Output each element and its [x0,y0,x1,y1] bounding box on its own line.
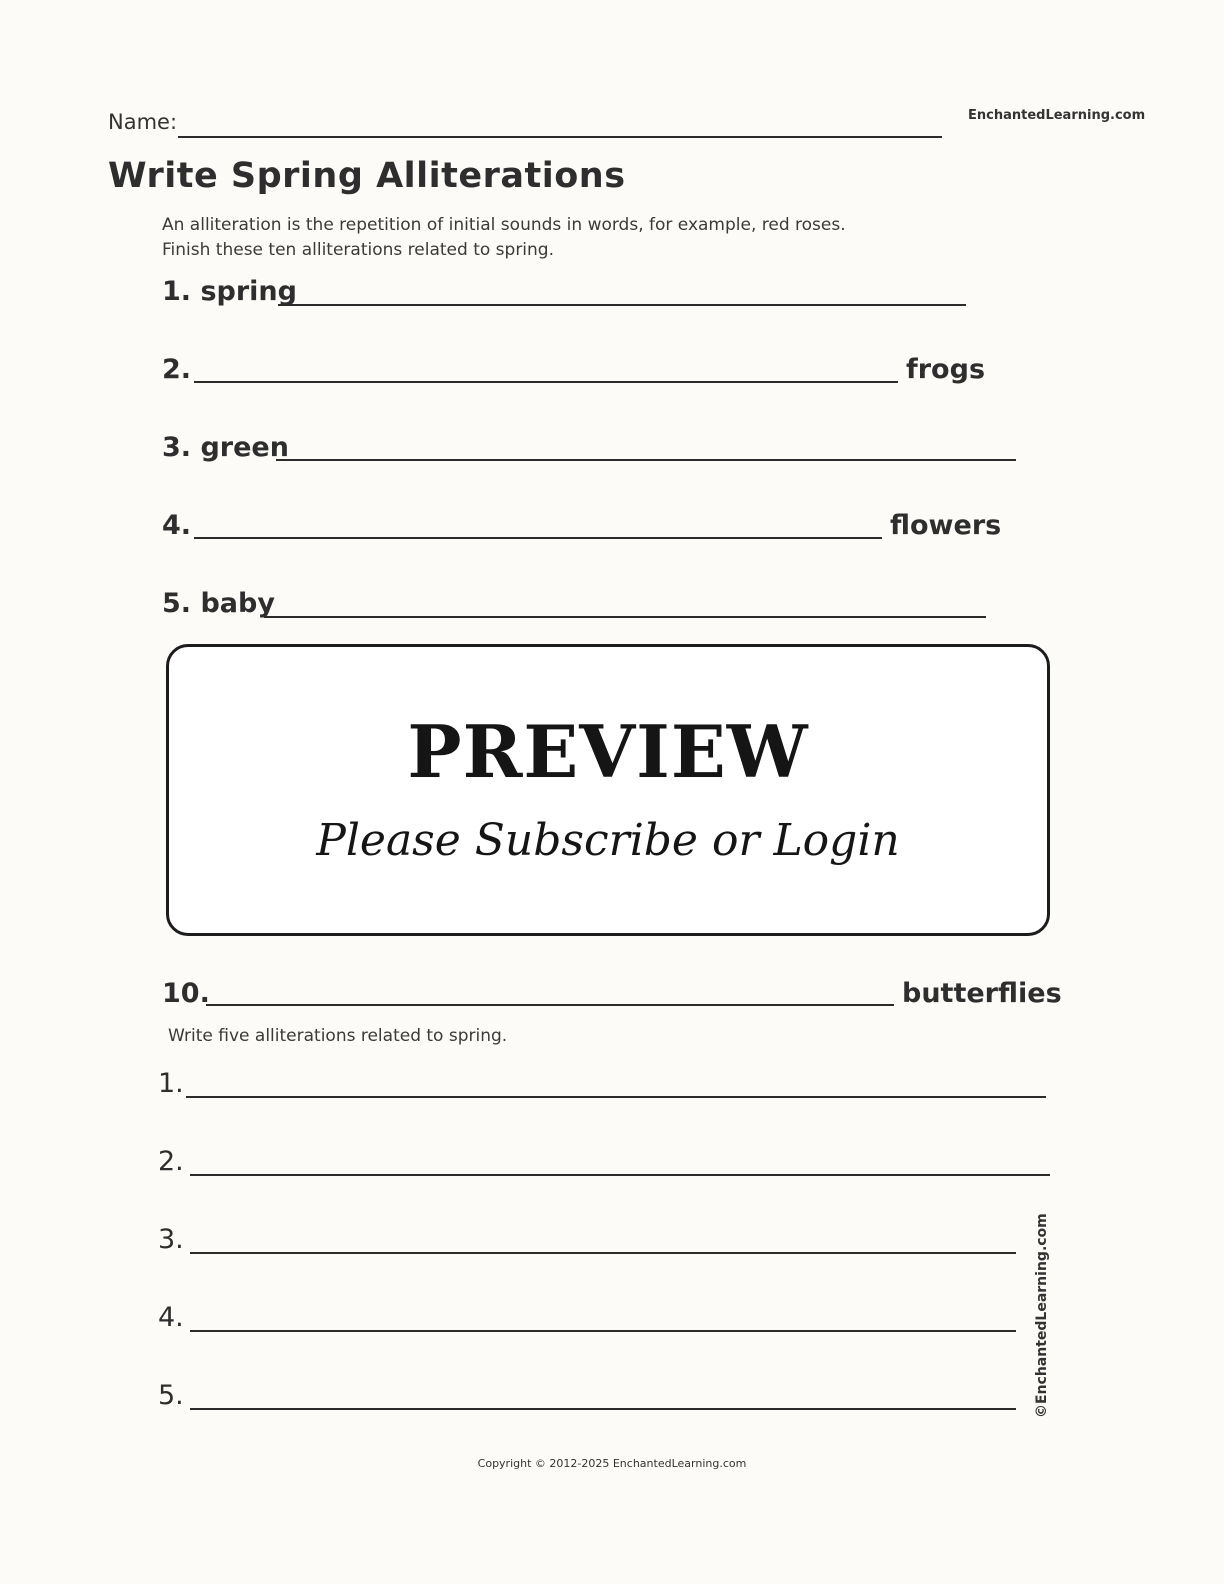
part2-item-5-number: 5. [158,1380,184,1411]
page-title: Write Spring Alliterations [108,156,626,196]
item-10-answer-line[interactable] [206,1004,894,1006]
item-5-label [162,588,275,619]
item-word: green [200,432,289,463]
item-number: 5. [162,588,192,619]
item-10-word: butterflies [902,978,1062,1009]
item-10-number: 10. [162,978,210,1009]
preview-subtitle[interactable]: Please Subscribe or Login [316,815,900,866]
part2-instruction: Write five alliterations related to spring. [168,1026,508,1046]
name-field-line[interactable] [178,136,942,138]
item-2-word: frogs [906,354,986,385]
item-3-label [162,432,289,463]
part2-item-1-answer-line[interactable] [186,1096,1046,1098]
item-2-answer-line[interactable] [194,381,898,383]
item-5-answer-line[interactable] [264,616,986,618]
item-1-label [162,276,297,307]
item-2-number: 2. [162,354,192,385]
site-name: EnchantedLearning.com [968,108,1146,123]
item-number: 1. [162,276,192,307]
part2-item-3-number: 3. [158,1224,184,1255]
item-4-number: 4. [162,510,192,541]
intro-line-2: Finish these ten alliterations related to spring. [162,240,554,260]
item-4-answer-line[interactable] [194,537,882,539]
part2-item-4-answer-line[interactable] [190,1330,1016,1332]
item-4-word: flowers [890,510,1002,541]
item-number: 3. [162,432,192,463]
item-word: spring [200,276,297,307]
intro-line-1: An alliteration is the repetition of initial sounds in words, for example, red roses. [162,215,846,235]
preview-overlay[interactable] [166,644,1050,936]
part2-item-5-answer-line[interactable] [190,1408,1016,1410]
part2-item-2-number: 2. [158,1146,184,1177]
part2-item-4-number: 4. [158,1302,184,1333]
vertical-credit: ©EnchantedLearning.com [1034,1213,1050,1418]
preview-title: PREVIEW [407,709,809,794]
item-word: baby [200,588,275,619]
copyright-footer: Copyright © 2012-2025 EnchantedLearning.com [477,1457,747,1470]
part2-item-2-answer-line[interactable] [190,1174,1050,1176]
item-1-answer-line[interactable] [278,304,966,306]
item-3-answer-line[interactable] [276,459,1016,461]
part2-item-1-number: 1. [158,1068,184,1099]
name-label: Name: [108,110,178,134]
part2-item-3-answer-line[interactable] [190,1252,1016,1254]
